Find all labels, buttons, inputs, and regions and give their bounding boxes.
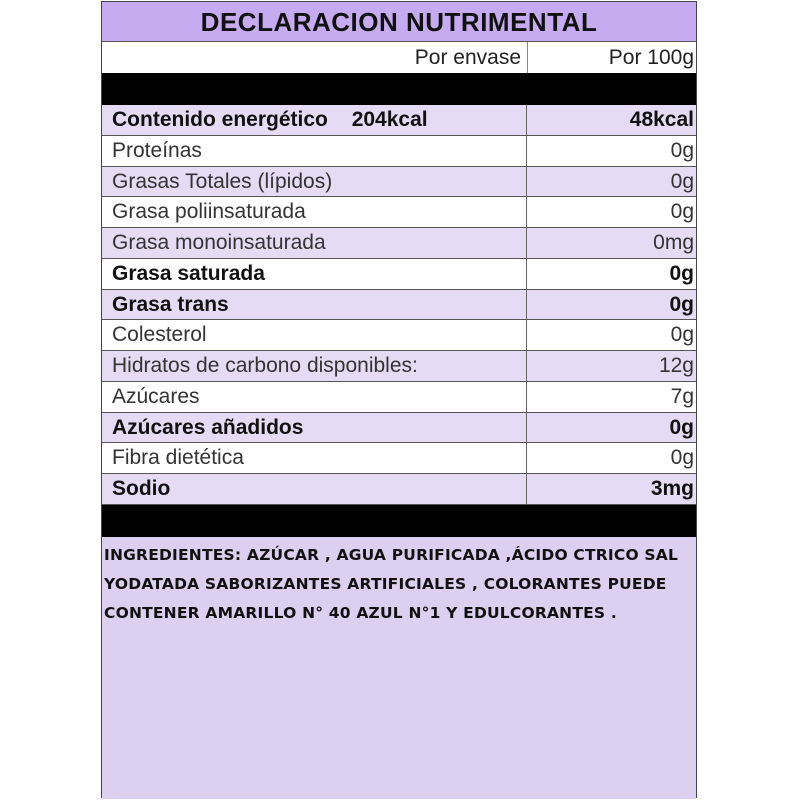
nutrient-label: Grasa monoinsaturada — [102, 228, 527, 258]
nutrient-value: 0g — [670, 200, 694, 224]
nutrient-label: Grasas Totales (lípidos) — [102, 167, 527, 197]
divider-bar-top — [102, 73, 696, 105]
nutrient-row — [102, 443, 696, 474]
nutrient-label: Sodio — [102, 474, 527, 504]
energy-label: Contenido energético — [112, 108, 328, 131]
column-header-row — [102, 41, 696, 73]
nutrient-value: 7g — [670, 384, 694, 408]
nutrition-label — [101, 1, 697, 798]
nutrient-row — [102, 290, 696, 321]
nutrient-label: Hidratos de carbono disponibles: — [102, 351, 527, 381]
column-header-per-package: Por envase — [414, 46, 521, 69]
energy-per-package: 204kcal — [351, 108, 428, 131]
ingredients-section — [102, 537, 696, 799]
nutrient-label: Grasa trans — [102, 290, 527, 320]
nutrient-value: 0g — [669, 415, 694, 439]
nutrient-value: 3mg — [650, 477, 694, 501]
nutrient-label: Azúcares — [102, 382, 527, 412]
nutrient-value: 0g — [670, 169, 694, 193]
divider-bar-bottom — [102, 505, 696, 537]
nutrient-row — [102, 228, 696, 259]
nutrient-value: 0mg — [653, 231, 694, 255]
energy-row — [102, 105, 696, 136]
nutrient-value: 0g — [669, 292, 694, 316]
nutrient-row — [102, 197, 696, 228]
nutrient-value: 0g — [669, 261, 694, 285]
ingredients-text: INGREDIENTES: AZÚCAR , AGUA PURIFICADA ,ÁCIDO CTRICO SAL YODATADA SABORIZANTES ARTIFICIALES , COLORANTES PUEDE CONTENER AMARILLO N° 40 AZUL N°1 Y EDULCORANTES . — [104, 546, 679, 622]
nutrient-row — [102, 167, 696, 198]
nutrient-row — [102, 320, 696, 351]
nutrient-label: Grasa saturada — [102, 259, 527, 289]
nutrient-label: Colesterol — [102, 320, 527, 350]
nutrient-value: 0g — [670, 323, 694, 347]
nutrient-label: Azúcares añadidos — [102, 413, 527, 443]
nutrient-label: Fibra dietética — [102, 443, 527, 473]
nutrient-value: 0g — [670, 138, 694, 162]
nutrient-row — [102, 474, 696, 505]
nutrient-value: 12g — [658, 354, 694, 378]
nutrient-value: 0g — [670, 446, 694, 470]
nutrient-row — [102, 413, 696, 444]
nutrient-label: Grasa poliinsaturada — [102, 197, 527, 227]
nutrient-row — [102, 136, 696, 167]
nutrient-row — [102, 382, 696, 413]
nutrient-row — [102, 259, 696, 290]
column-header-per-100g: Por 100g — [527, 42, 696, 74]
nutrients-table — [102, 105, 696, 505]
nutrient-label: Proteínas — [102, 136, 527, 166]
nutrient-row — [102, 351, 696, 382]
energy-per-100g: 48kcal — [629, 108, 694, 131]
label-title: DECLARACION NUTRIMENTAL — [102, 2, 696, 41]
